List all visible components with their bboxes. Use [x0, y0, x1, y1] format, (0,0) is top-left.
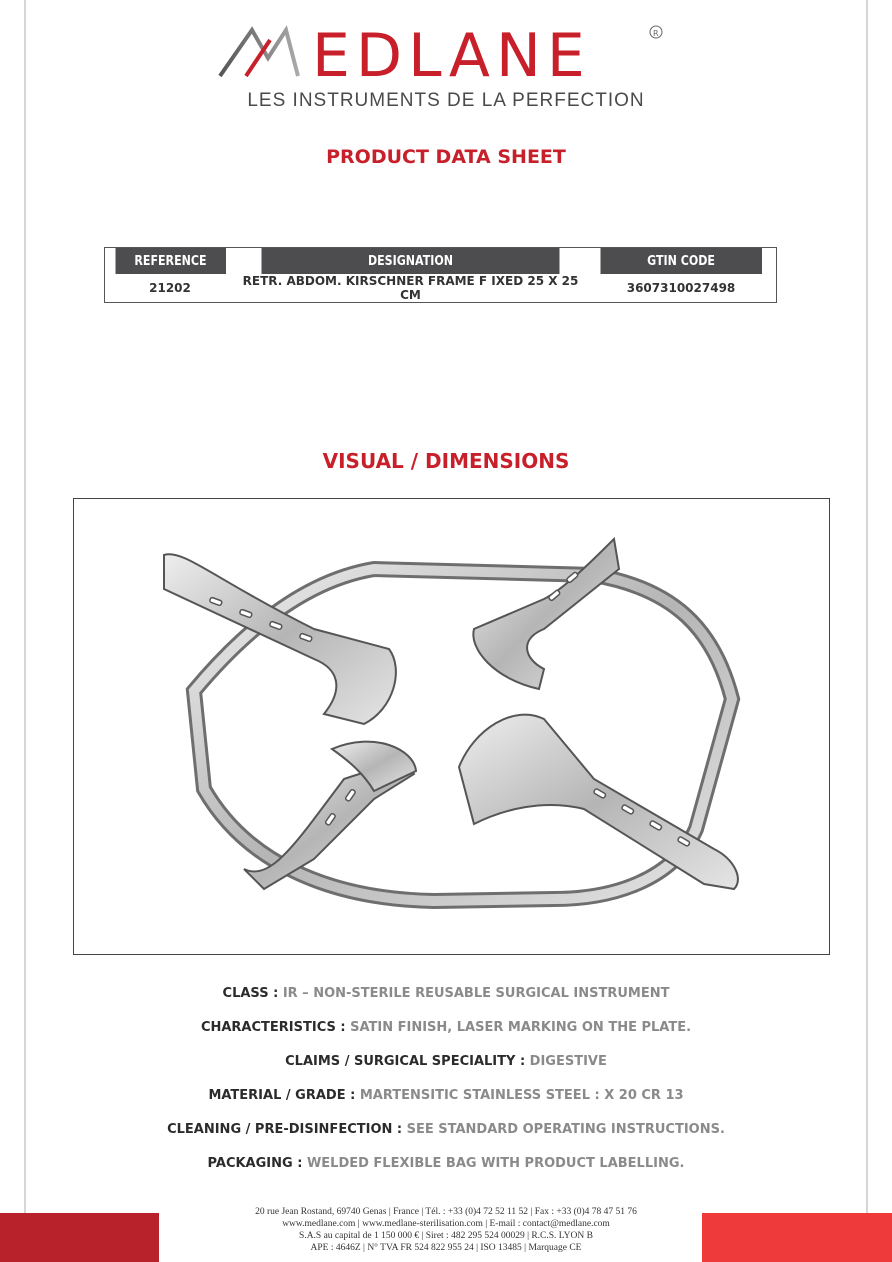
spec-cleaning: CLEANING / PRE-DISINFECTION : SEE STANDARD OPERATING INSTRUCTIONS.: [167, 1122, 725, 1137]
footer-contact: [0, 1206, 892, 1254]
table-header-row: [105, 248, 777, 275]
retractor-illustration: [74, 499, 828, 953]
footer-websites: www.medlane.com | www.medlane-sterilisation.com | E-mail : contact@medlane.com: [282, 1219, 610, 1229]
footer-address: 20 rue Jean Rostand, 69740 Genas | France | Tél. : +33 (0)4 72 52 11 52 | Fax : +33 (0)4 78 47 51 76: [255, 1207, 637, 1217]
product-image-frame: [73, 498, 830, 955]
table-row: [105, 274, 777, 303]
cell-designation: RETR. ABDOM. KIRSCHNER FRAME F IXED 25 X 25 CM: [242, 274, 579, 302]
product-data-sheet-title: PRODUCT DATA SHEET: [326, 146, 566, 168]
visual-dimensions-title: VISUAL / DIMENSIONS: [322, 449, 570, 473]
reference-table: [104, 247, 777, 303]
header-gtin: GTIN CODE: [600, 248, 762, 275]
spec-claims: CLAIMS / SURGICAL SPECIALITY : DIGESTIVE: [285, 1054, 607, 1069]
cell-gtin: 3607310027498: [626, 281, 736, 295]
spec-packaging: PACKAGING : WELDED FLEXIBLE BAG WITH PRODUCT LABELLING.: [207, 1156, 685, 1171]
header-designation: DESIGNATION: [261, 248, 559, 275]
footer-company-info: S.A.S au capital de 1 150 000 € | Siret : 482 295 524 00029 | R.C.S. LYON B: [299, 1231, 593, 1241]
footer-registration: APE : 4646Z | N° TVA FR 524 822 955 24 | ISO 13485 | Marquage CE: [310, 1243, 582, 1253]
header-reference: REFERENCE: [114, 248, 225, 275]
logo-wordmark: EDLANE: [312, 21, 591, 88]
specifications-list: [0, 984, 892, 1188]
logo-tagline: LES INSTRUMENTS DE LA PERFECTION: [247, 90, 645, 111]
svg-text:R: R: [653, 29, 659, 38]
spec-material: MATERIAL / GRADE : MARTENSITIC STAINLESS STEEL : X 20 CR 13: [208, 1088, 684, 1103]
cell-reference: 21202: [149, 281, 191, 295]
medlane-logo: [0, 18, 892, 88]
spec-characteristics: CHARACTERISTICS : SATIN FINISH, LASER MARKING ON THE PLATE.: [200, 1020, 692, 1035]
spec-class: CLASS : IR – NON-STERILE REUSABLE SURGICAL INSTRUMENT: [222, 986, 670, 1001]
